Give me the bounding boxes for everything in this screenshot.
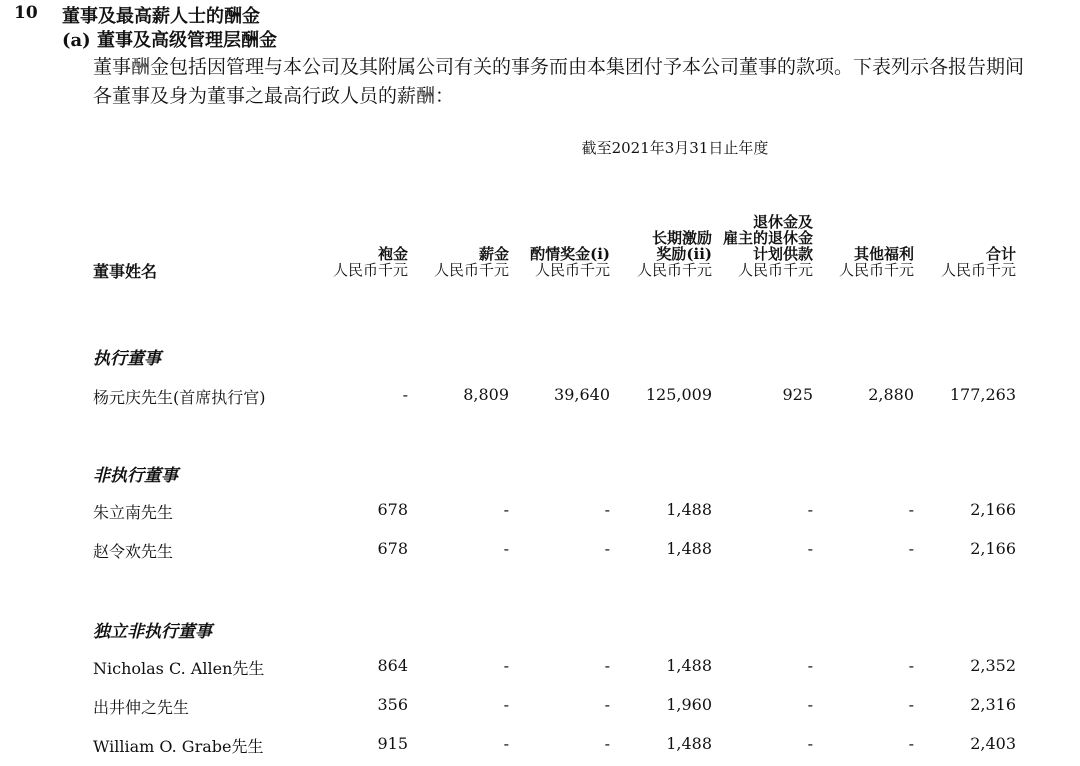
table-cell: - xyxy=(807,539,813,558)
table-cell: - xyxy=(807,500,813,519)
table-cell: 925 xyxy=(782,385,813,404)
table-cell: 177,263 xyxy=(949,385,1016,404)
table-cell: 864 xyxy=(377,656,408,675)
subsection-title: (a) 董事及高级管理层酬金 xyxy=(62,30,277,51)
table-cell: - xyxy=(604,656,610,675)
table-cell: 39,640 xyxy=(554,385,610,404)
table-cell: 2,166 xyxy=(970,500,1016,519)
table-cell: - xyxy=(604,539,610,558)
table-cell: 1,488 xyxy=(666,734,712,753)
column-header-label: 长期激励 xyxy=(651,229,712,247)
column-header-label: 计划供款 xyxy=(752,245,813,263)
table-cell: 2,880 xyxy=(868,385,914,404)
table-cell: 2,352 xyxy=(970,656,1016,675)
column-header-label: 退休金及 xyxy=(752,213,813,231)
table-cell: 915 xyxy=(377,734,408,753)
column-header-label: 薪金 xyxy=(478,245,509,263)
column-header-label: 酌情奖金(i) xyxy=(530,245,610,263)
column-unit: 人民币千元 xyxy=(838,261,914,279)
table-cell: - xyxy=(503,539,509,558)
column-unit: 人民币千元 xyxy=(737,261,813,279)
table-cell: 2,166 xyxy=(970,539,1016,558)
table-cell: - xyxy=(807,734,813,753)
intro-paragraph: 董事酬金包括因管理与本公司及其附属公司有关的事务而由本集团付予本公司董事的款项。下表列示各报告期间各董事及身为董事之最高行政人员的薪酬： xyxy=(93,56,1025,107)
section-title: 董事及最高薪人士的酬金 xyxy=(62,6,260,27)
director-name: 出井伸之先生 xyxy=(93,698,190,717)
name-column-header: 董事姓名 xyxy=(93,262,158,281)
table-cell: 1,488 xyxy=(666,539,712,558)
column-unit: 人民币千元 xyxy=(433,261,509,279)
table-cell: - xyxy=(503,734,509,753)
table-cell: 1,488 xyxy=(666,656,712,675)
table-cell: - xyxy=(807,695,813,714)
table-cell: 1,960 xyxy=(666,695,712,714)
table-cell: - xyxy=(402,385,408,404)
director-category: 独立非执行董事 xyxy=(93,622,212,642)
table-cell: 356 xyxy=(377,695,408,714)
table-cell: 678 xyxy=(377,500,408,519)
table-cell: - xyxy=(908,500,914,519)
director-name: 杨元庆先生(首席执行官) xyxy=(93,388,266,407)
table-cell: - xyxy=(503,500,509,519)
director-name: 赵令欢先生 xyxy=(93,542,174,561)
table-cell: - xyxy=(807,656,813,675)
column-header-label: 雇主的退休金 xyxy=(722,229,813,247)
director-category: 非执行董事 xyxy=(93,466,178,486)
column-header-label: 袍金 xyxy=(377,245,408,263)
period-header: 截至2021年3月31日止年度 xyxy=(581,139,769,157)
director-category: 执行董事 xyxy=(93,349,161,369)
column-header-label: 合计 xyxy=(985,245,1016,263)
column-unit: 人民币千元 xyxy=(534,261,610,279)
column-unit: 人民币千元 xyxy=(940,261,1016,279)
table-cell: - xyxy=(604,695,610,714)
table-cell: - xyxy=(908,656,914,675)
column-header-label: 其他福利 xyxy=(853,245,914,263)
table-cell: - xyxy=(503,695,509,714)
table-cell: - xyxy=(908,734,914,753)
table-cell: 2,403 xyxy=(970,734,1016,753)
column-header xyxy=(876,246,1016,278)
table-cell: 125,009 xyxy=(645,385,712,404)
column-unit: 人民币千元 xyxy=(636,261,712,279)
table-cell: - xyxy=(604,500,610,519)
column-unit: 人民币千元 xyxy=(332,261,408,279)
table-cell: - xyxy=(908,539,914,558)
table-cell: - xyxy=(503,656,509,675)
table-cell: 678 xyxy=(377,539,408,558)
table-cell: 8,809 xyxy=(463,385,509,404)
column-header-label: 奖励(ii) xyxy=(656,245,712,263)
section-number: 10 xyxy=(14,3,38,23)
table-cell: 2,316 xyxy=(970,695,1016,714)
director-name: 朱立南先生 xyxy=(93,503,174,522)
director-name: William O. Grabe先生 xyxy=(93,737,264,756)
table-cell: 1,488 xyxy=(666,500,712,519)
table-cell: - xyxy=(908,695,914,714)
table-cell: - xyxy=(604,734,610,753)
director-name: Nicholas C. Allen先生 xyxy=(93,659,265,678)
